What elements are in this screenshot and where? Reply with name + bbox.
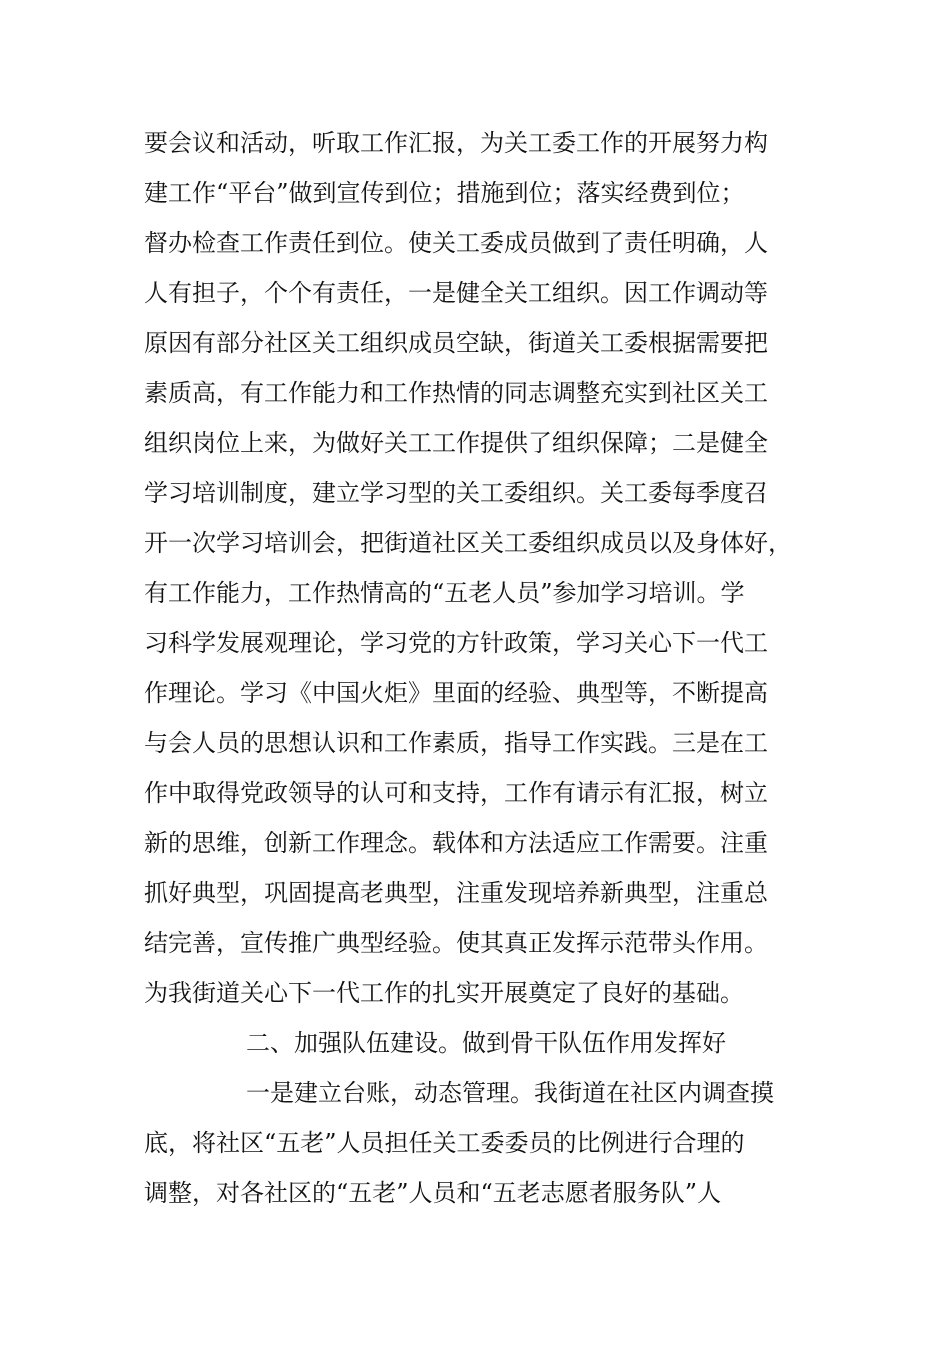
text-line: 新的思维，创新工作理念。载体和方法适应工作需要。注重: [144, 829, 768, 857]
text-line: 要会议和活动，听取工作汇报，为关工委工作的开展努力构: [144, 129, 768, 157]
text-line: 开一次学习培训会，把街道社区关工委组织成员以及身体好，: [144, 529, 792, 557]
body-text: [144, 118, 792, 1218]
text-line: 组织岗位上来，为做好关工工作提供了组织保障；二是健全: [144, 429, 768, 457]
text-line: 督办检查工作责任到位。使关工委成员做到了责任明确，人: [144, 229, 768, 257]
text-line: 为我街道关心下一代工作的扎实开展奠定了良好的基础。: [144, 979, 744, 1007]
text-line: 人有担子，个个有责任，一是健全关工组织。因工作调动等: [144, 279, 768, 307]
text-line: 结完善，宣传推广典型经验。使其真正发挥示范带头作用。: [144, 929, 768, 957]
text-line: 有工作能力，工作热情高的“五老人员”参加学习培训。学: [144, 579, 745, 607]
text-line: 学习培训制度，建立学习型的关工委组织。关工委每季度召: [144, 479, 768, 507]
paragraph-first-line: 一是建立台账，动态管理。我街道在社区内调查摸: [246, 1079, 774, 1107]
text-line: 与会人员的思想认识和工作素质，指导工作实践。三是在工: [144, 729, 768, 757]
text-line: 习科学发展观理论，学习党的方针政策，学习关心下一代工: [144, 629, 768, 657]
text-line: 作理论。学习《中国火炬》里面的经验、典型等，不断提高: [144, 679, 768, 707]
text-line: 原因有部分社区关工组织成员空缺，街道关工委根据需要把: [144, 329, 768, 357]
text-line: 素质高，有工作能力和工作热情的同志调整充实到社区关工: [144, 379, 768, 407]
text-line: 作中取得党政领导的认可和支持，工作有请示有汇报，树立: [144, 779, 768, 807]
text-line: 底，将社区“五老”人员担任关工委委员的比例进行合理的: [144, 1129, 745, 1157]
text-line: 建工作“平台”做到宣传到位；措施到位；落实经费到位；: [144, 179, 745, 207]
text-line: 调整，对各社区的“五老”人员和“五老志愿者服务队”人: [144, 1179, 722, 1207]
text-line: 抓好典型，巩固提高老典型，注重发现培养新典型，注重总: [144, 879, 768, 907]
section-heading: 二、加强队伍建设。做到骨干队伍作用发挥好: [246, 1029, 726, 1057]
